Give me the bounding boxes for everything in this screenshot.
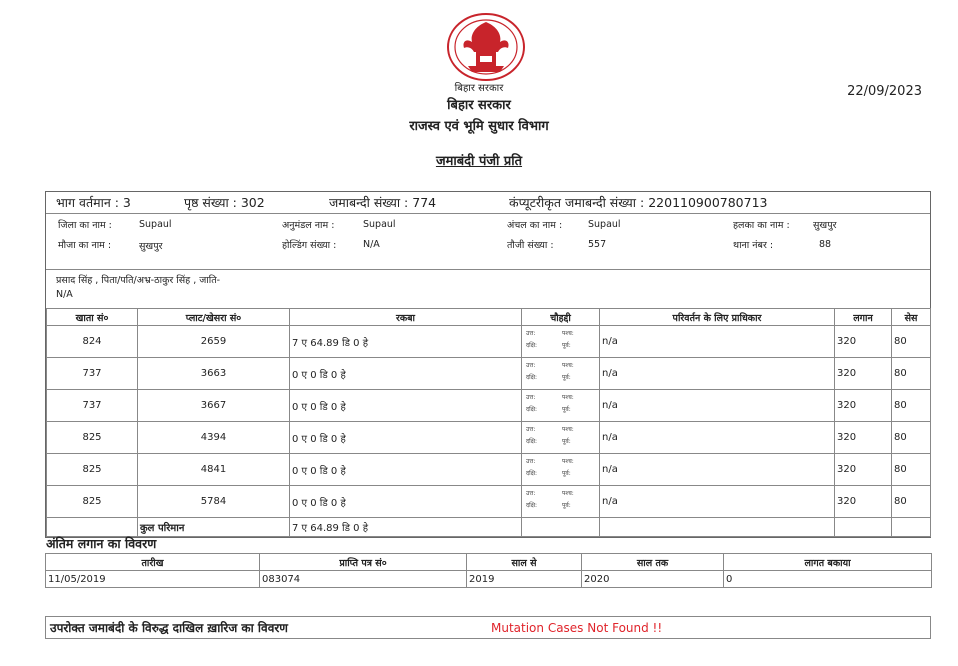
bihar-government-emblem-icon xyxy=(446,12,526,82)
khata-number: 737 xyxy=(47,390,138,422)
boundary-west-label: पश्च: xyxy=(562,362,574,369)
lagaan-receipt: 083074 xyxy=(260,571,467,588)
table-header-row xyxy=(46,554,932,571)
lagaan-year-from: 2019 xyxy=(467,571,582,588)
tauji-value: 557 xyxy=(588,239,607,250)
total-blank-5 xyxy=(892,518,931,537)
document-title: जमाबंदी पंजी प्रति xyxy=(435,154,523,169)
prishth-sankhya: पृष्ठ संख्या : 302 xyxy=(184,195,265,210)
rakba-value: 0 ए 0 डि 0 हे xyxy=(290,486,522,518)
khesra-number: 2659 xyxy=(138,326,290,358)
total-label: कुल परिमान xyxy=(138,518,290,537)
col-year-from: साल से xyxy=(467,554,582,571)
col-date: तारीख xyxy=(46,554,260,571)
chauhaddi-cell xyxy=(522,390,600,422)
col-khesra: प्लाट/खेसरा सं० xyxy=(138,309,290,326)
holding-label: होल्डिंग संख्या : xyxy=(282,240,337,251)
ses-value: 80 xyxy=(892,326,931,358)
halka-label: हलका का नाम : xyxy=(733,220,790,231)
total-blank-4 xyxy=(835,518,892,537)
table-row xyxy=(47,454,931,486)
rakba-value: 0 ए 0 डि 0 हे xyxy=(290,454,522,486)
lagaan-dues: 0 xyxy=(724,571,932,588)
boundary-east-label: पूर्व: xyxy=(562,502,571,509)
raiyat-caste: N/A xyxy=(56,289,73,300)
ses-value: 80 xyxy=(892,486,931,518)
mauja-value: सुखपुर xyxy=(139,241,163,252)
boundary-south-label: दक्षि: xyxy=(526,342,538,349)
chauhaddi-cell xyxy=(522,422,600,454)
lagaan-date: 11/05/2019 xyxy=(46,571,260,588)
khata-table xyxy=(46,308,931,537)
lagaan-value: 320 xyxy=(835,326,892,358)
thana-label: थाना नंबर : xyxy=(733,240,774,251)
boundary-south-label: दक्षि: xyxy=(526,438,538,445)
rakba-value: 7 ए 64.89 डि 0 हे xyxy=(290,326,522,358)
boundary-east-label: पूर्व: xyxy=(562,342,571,349)
ses-value: 80 xyxy=(892,422,931,454)
table-header-row xyxy=(47,309,931,326)
lagaan-year-to: 2020 xyxy=(582,571,724,588)
halka-value: सुखपुर xyxy=(813,220,837,231)
total-blank-2 xyxy=(522,518,600,537)
boundary-north-label: उत्त: xyxy=(526,490,536,497)
khata-number: 824 xyxy=(47,326,138,358)
raiyat-line: प्रसाद सिंह , पिता/पति/अभ्र-ठाकुर सिंह , जाति- xyxy=(56,275,221,286)
khata-number: 825 xyxy=(47,422,138,454)
boundary-south-label: दक्षि: xyxy=(526,502,538,509)
table-row xyxy=(47,358,931,390)
col-ses: सेस xyxy=(892,309,931,326)
ses-value: 80 xyxy=(892,390,931,422)
chauhaddi-cell xyxy=(522,486,600,518)
anchal-label: अंचल का नाम : xyxy=(507,220,563,231)
computer-jamabandi-sankhya: कंप्यूटरीकृत जमाबन्दी संख्या : 220110900780713 xyxy=(509,195,768,210)
boundary-east-label: पूर्व: xyxy=(562,406,571,413)
khesra-number: 4841 xyxy=(138,454,290,486)
chauhaddi-cell xyxy=(522,358,600,390)
table-row xyxy=(47,390,931,422)
authority-value: n/a xyxy=(600,486,835,518)
rakba-value: 0 ए 0 डि 0 हे xyxy=(290,390,522,422)
chauhaddi-cell xyxy=(522,326,600,358)
jamabandi-record xyxy=(45,191,931,538)
lagaan-value: 320 xyxy=(835,486,892,518)
table-row xyxy=(46,571,932,588)
col-lagaan: लगान xyxy=(835,309,892,326)
government-name: बिहार सरकार xyxy=(447,98,511,113)
boundary-west-label: पश्च: xyxy=(562,458,574,465)
mutation-status: Mutation Cases Not Found !! xyxy=(491,620,663,635)
col-chauhaddi: चौहद्दी xyxy=(522,309,600,326)
boundary-east-label: पूर्व: xyxy=(562,374,571,381)
emblem-caption: बिहार सरकार xyxy=(454,83,504,94)
col-year-to: साल तक xyxy=(582,554,724,571)
table-row xyxy=(47,326,931,358)
khesra-number: 4394 xyxy=(138,422,290,454)
boundary-north-label: उत्त: xyxy=(526,330,536,337)
khata-number: 825 xyxy=(47,454,138,486)
boundary-north-label: उत्त: xyxy=(526,362,536,369)
lagaan-value: 320 xyxy=(835,454,892,486)
tauji-label: तौजी संख्या : xyxy=(507,240,554,251)
authority-value: n/a xyxy=(600,358,835,390)
mauja-label: मौजा का नाम : xyxy=(58,240,112,251)
thana-value: 88 xyxy=(819,239,832,250)
mutation-details xyxy=(45,616,931,639)
rakba-value: 0 ए 0 डि 0 हे xyxy=(290,358,522,390)
bhag-vartaman: भाग वर्तमान : 3 xyxy=(56,195,131,210)
authority-value: n/a xyxy=(600,454,835,486)
lagaan-value: 320 xyxy=(835,358,892,390)
khata-number: 825 xyxy=(47,486,138,518)
raiyat-details xyxy=(46,270,930,308)
boundary-west-label: पश्च: xyxy=(562,330,574,337)
chauhaddi-cell xyxy=(522,454,600,486)
ses-value: 80 xyxy=(892,454,931,486)
anumandal-value: Supaul xyxy=(363,219,396,230)
lagaan-value: 320 xyxy=(835,422,892,454)
total-blank-3 xyxy=(600,518,835,537)
boundary-west-label: पश्च: xyxy=(562,394,574,401)
col-authority: परिवर्तन के लिए प्राधिकार xyxy=(600,309,835,326)
authority-value: n/a xyxy=(600,326,835,358)
rakba-value: 0 ए 0 डि 0 हे xyxy=(290,422,522,454)
authority-value: n/a xyxy=(600,390,835,422)
boundary-north-label: उत्त: xyxy=(526,394,536,401)
total-row xyxy=(47,518,931,537)
boundary-south-label: दक्षि: xyxy=(526,470,538,477)
total-rakba: 7 ए 64.89 डि 0 हे xyxy=(290,518,522,537)
ses-value: 80 xyxy=(892,358,931,390)
boundary-west-label: पश्च: xyxy=(562,426,574,433)
col-receipt: प्राप्ति पत्र सं० xyxy=(260,554,467,571)
khesra-number: 3667 xyxy=(138,390,290,422)
last-lagaan-table xyxy=(45,553,932,588)
authority-value: n/a xyxy=(600,422,835,454)
boundary-south-label: दक्षि: xyxy=(526,374,538,381)
khesra-number: 5784 xyxy=(138,486,290,518)
table-row xyxy=(47,422,931,454)
zila-label: जिला का नाम : xyxy=(58,220,112,231)
khesra-number: 3663 xyxy=(138,358,290,390)
col-dues: लागत बकाया xyxy=(724,554,932,571)
khata-number: 737 xyxy=(47,358,138,390)
col-khata: खाता सं० xyxy=(47,309,138,326)
anumandal-label: अनुमंडल नाम : xyxy=(282,220,335,231)
mutation-label: उपरोक्त जमाबंदी के विरुद्ध दाखिल ख़ारिज का विवरण xyxy=(50,621,288,635)
last-lagaan-title: अंतिम लगान का विवरण xyxy=(46,536,157,551)
lagaan-value: 320 xyxy=(835,390,892,422)
boundary-south-label: दक्षि: xyxy=(526,406,538,413)
boundary-west-label: पश्च: xyxy=(562,490,574,497)
zila-value: Supaul xyxy=(139,219,172,230)
boundary-north-label: उत्त: xyxy=(526,426,536,433)
print-date: 22/09/2023 xyxy=(847,84,922,99)
jamabandi-sankhya: जमाबन्दी संख्या : 774 xyxy=(329,195,437,210)
holding-value: N/A xyxy=(363,239,380,250)
boundary-east-label: पूर्व: xyxy=(562,470,571,477)
location-details xyxy=(46,214,930,270)
table-row xyxy=(47,486,931,518)
anchal-value: Supaul xyxy=(588,219,621,230)
boundary-east-label: पूर्व: xyxy=(562,438,571,445)
summary-row xyxy=(46,192,930,214)
col-rakba: रकबा xyxy=(290,309,522,326)
boundary-north-label: उत्त: xyxy=(526,458,536,465)
department-name: राजस्व एवं भूमि सुधार विभाग xyxy=(409,119,549,134)
total-blank-1 xyxy=(47,518,138,537)
